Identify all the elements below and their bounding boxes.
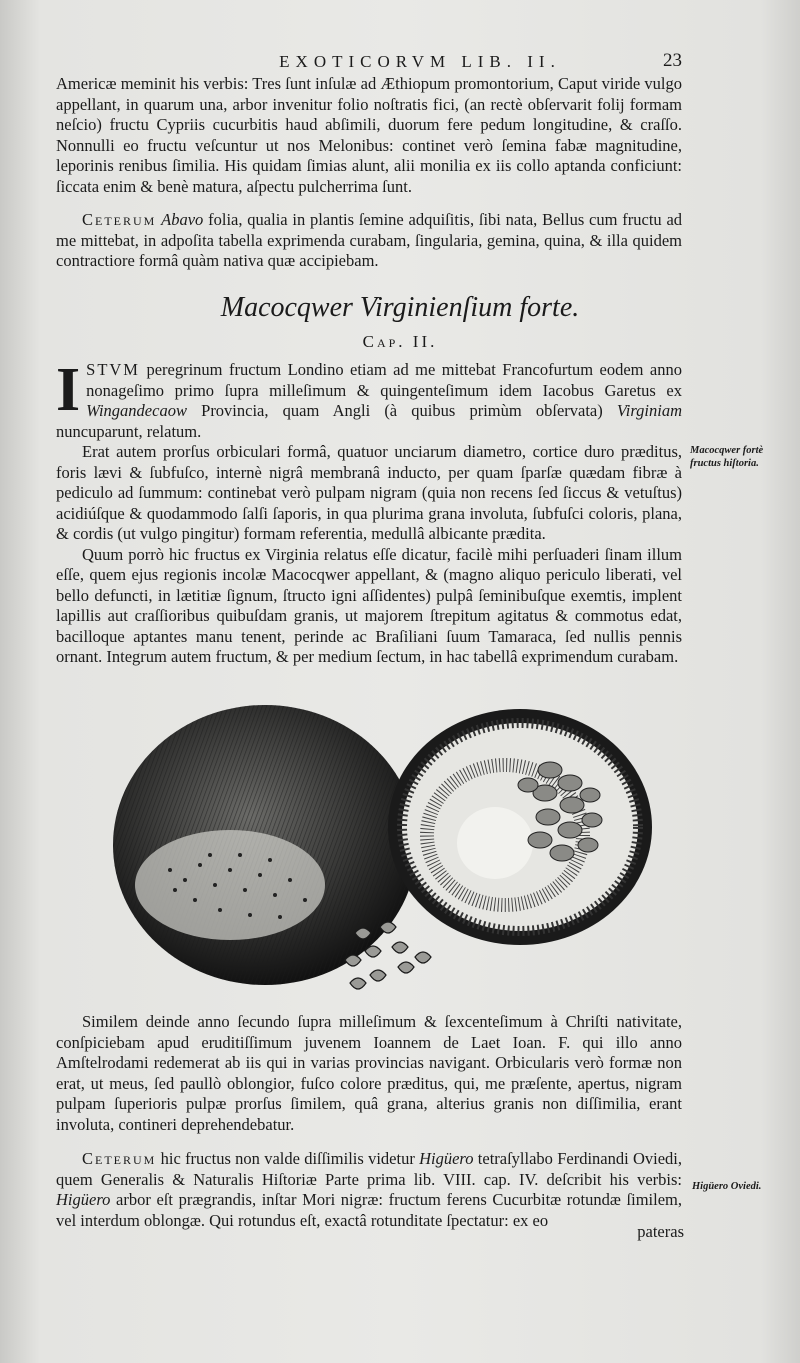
margin-note-higuero: Higüero Oviedi.: [692, 1181, 762, 1192]
top-paragraph-text: Americæ meminit his verbis: Tres ſunt inſulæ ad Æthiopum promontorium, Caput viride vulgo appellant, in quarum una, arbor invenitur folio noſtratis fici, (an rectè obſervarit folij formam neſcio) fructu Cypriis cucurbitis haud abſimili, duorum fere pedum longitudine, & craſſo. Nonnulli eo fructu veſcuntur ut nos Melonibus: continet verò ſemina fabæ magnitudine, leporinis renibus ſimilia. His quidam ſimias alunt, alii monilia ex iis collo aptanda conficiunt: ſiccata enim & benè matura, aſpectu pulcherrima ſunt.: [56, 74, 682, 196]
cut-fruit: [388, 709, 652, 945]
margin-note-macocqwer: Macocqwer fortè fructus hiſtoria.: [690, 445, 764, 469]
chapter-paragraph-3: Quum porrò hic fructus ex Virginia relatus eſſe dicatur, facilè mihi perſuaderi ſinam illum eſſe, quem ejus regionis incolæ Macocqwer appellant, & (magno aliquo periculo liberati, vel bello defuncti, in lætitiæ ſignum, ſtructo igni aſſidentes) pulpâ ſeminibuſque exemtis, implent lapillis aut craſſioribus quibuſdam granis, ut majorem ſtrepitum agitatus & commotus edat, bacilloque aptantes manu tenent, perinde ac Braſiliani ſuum Tamaraca, ſed nullis pennis ornant. Integrum autem fructum, & per medium ſectum, in hac tabellâ exprimendum curabam.: [56, 544, 682, 666]
chapter-label: Cap. II.: [362, 332, 438, 351]
second-paragraph-lead: Ceterum: [82, 210, 157, 229]
chapter-paragraph-2: Erat autem prorſus orbiculari formâ, quatuor unciarum diametro, cortice duro præditus, foris lævi & ſubfuſco, internè nigrâ membranâ inducto, per quam ſparſæ quædam fibræ à pediculo ad ſummum: continebat verò pulpam nigram (quia non recens ſed ſiccus & vetuſtus) acidiúſque & quodammodo ſalſi ſaporis, in qua plurima grana involuta, ſubfuſci coloris, plana, & cordis (ut vulgo pingitur) formam referentia, medullâ albicante prædita.: [56, 442, 682, 543]
chapter-paragraph-1-lead: STVM: [86, 360, 140, 379]
bottom-paragraph-1: Similem deinde anno ſecundo ſupra milleſimum & ſexcenteſimum à Chriſti nativitate, conſpiciebam apud eruditiſſimum juvenem Ioannem de Laet Ioan. F. qui illo anno Amſtelrodami redemerat ab iis qui in varias provincias navigant. Orbicularis verò formæ non erat, ut meus, ſed paullò oblongior, fuſco colore præditus, qui, me præſente, apertus, nigram pulpam ſuperioris pulpæ prorſus ſimilem, quâ grana, alterius granis non diſſimilia, erant involuta, contineri deprehendebatur.: [56, 1012, 682, 1134]
catchword: pateras: [637, 1222, 684, 1241]
bottom-text: [56, 1012, 682, 1231]
section-heading: Macocqwer Virginienſium forte.: [220, 292, 580, 323]
woodcut-figure: [100, 695, 660, 1005]
whole-fruit: [113, 705, 417, 985]
second-paragraph-italic: Abavo: [161, 210, 204, 229]
bottom-paragraph-2: Ceterum hic fructus non valde diſſimilis videtur Higüero tetraſyllabo Ferdinandi Oviedi, quem Generalis & Naturalis Hiſtoriæ Parte prima lib. VIII. cap. IV. deſcribit his verbis: Higüero arbor eſt prægrandis, inſtar Mori nigræ: fructum ferens Cucurbitæ rotundæ ſimilem, vel interdum oblongæ. Qui rotundus eſt, exactâ rotunditate ſpectatur: ex eo: [56, 1149, 682, 1230]
second-paragraph-text: folia, qualia in plantis ſemine adquiſitis, ſibi nata, Bellus cum fructu ad me mittebat, in adpoſita tabella exprimenda curabam, ſingularia, gemina, quina, & illa quidem contractiore formâ quàm nativa quæ accipiebam.: [56, 210, 683, 270]
chapter-paragraph-1: I STVM peregrinum fructum Londino etiam ad me mittebat Francofurtum eodem anno nonageſimo primo ſupra milleſimum & quingenteſimum idem Iacobus Garetus ex Wingandecaow Provincia, quam Angli (à quibus primùm obſervata) Virginiam nuncuparunt, relatum.: [56, 356, 683, 441]
top-paragraph: [56, 74, 682, 197]
chapter-text: [56, 356, 683, 668]
page-number: 23: [663, 50, 682, 71]
running-head: EXOTICORVM LIB. II.: [279, 52, 561, 71]
drop-cap: I: [56, 356, 81, 424]
second-paragraph: [56, 210, 682, 272]
